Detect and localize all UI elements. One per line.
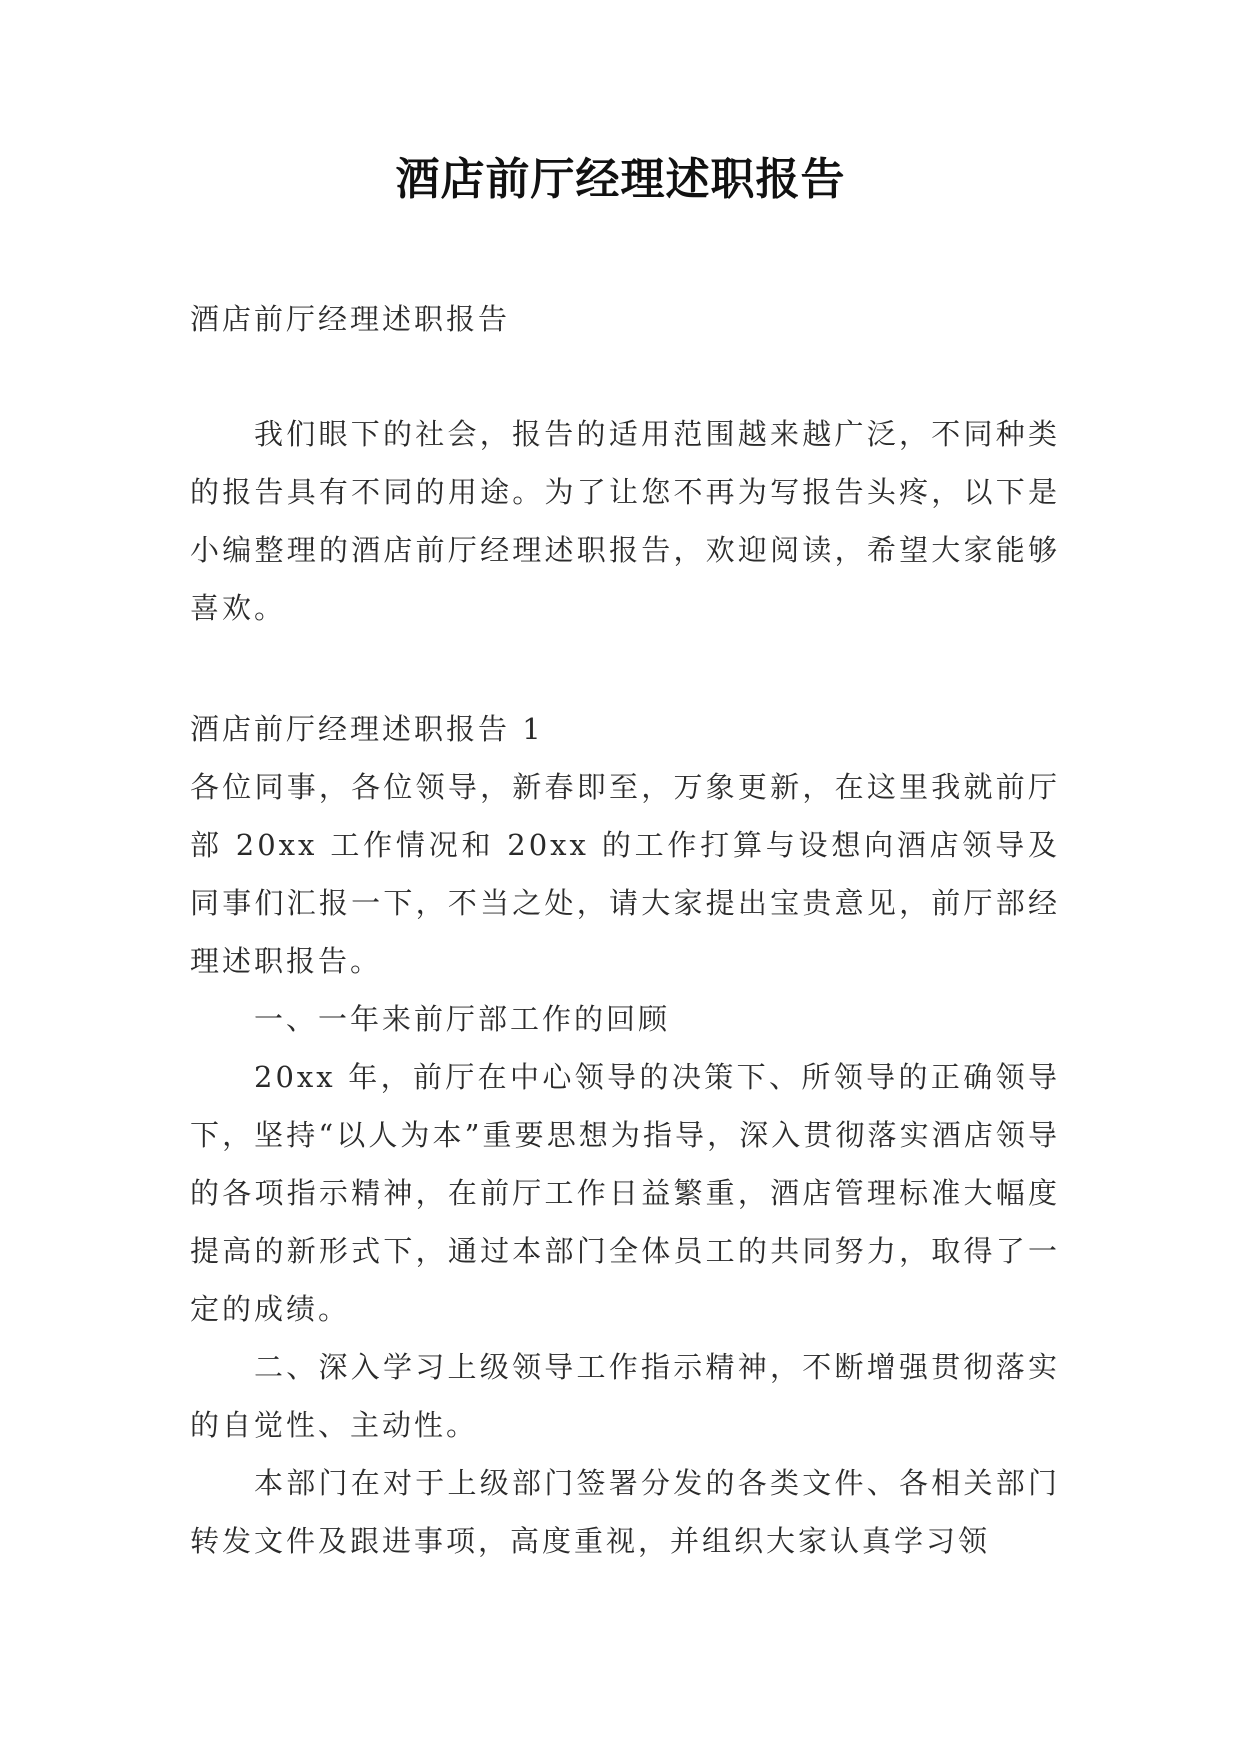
paragraph-greeting: 各位同事，各位领导，新春即至，万象更新，在这里我就前厅部 20xx 工作情况和 20xx 的工作打算与设想向酒店领导及同事们汇报一下，不当之处，请大家提出宝贵意见，前厅部经理述职报告。 [190,770,1060,978]
section-title: 酒店前厅经理述职报告 1 [190,712,544,746]
heading-study: 二、深入学习上级领导工作指示精神，不断增强贯彻落实的自觉性、主动性。 [190,1350,1060,1442]
paragraph-review: 20xx 年，前厅在中心领导的决策下、所领导的正确领导下，坚持“以人为本”重要思想为指导，深入贯彻落实酒店领导的各项指示精神，在前厅工作日益繁重，酒店管理标准大幅度提高的新形式下，通过本部门全体员工的共同努力，取得了一定的成绩。 [190,1060,1060,1326]
heading-review: 一、一年来前厅部工作的回顾 [254,1002,671,1036]
document-subtitle: 酒店前厅经理述职报告 [190,302,511,336]
document-title: 酒店前厅经理述职报告 [395,154,846,205]
report-content [190,700,1060,1570]
intro-paragraph: 我们眼下的社会，报告的适用范围越来越广泛，不同种类的报告具有不同的用途。为了让您不再为写报告头疼，以下是小编整理的酒店前厅经理述职报告，欢迎阅读，希望大家能够喜欢。 [190,417,1060,625]
paragraph-documents: 本部门在对于上级部门签署分发的各类文件、各相关部门转发文件及跟进事项，高度重视，并组织大家认真学习领 [190,1466,1060,1558]
